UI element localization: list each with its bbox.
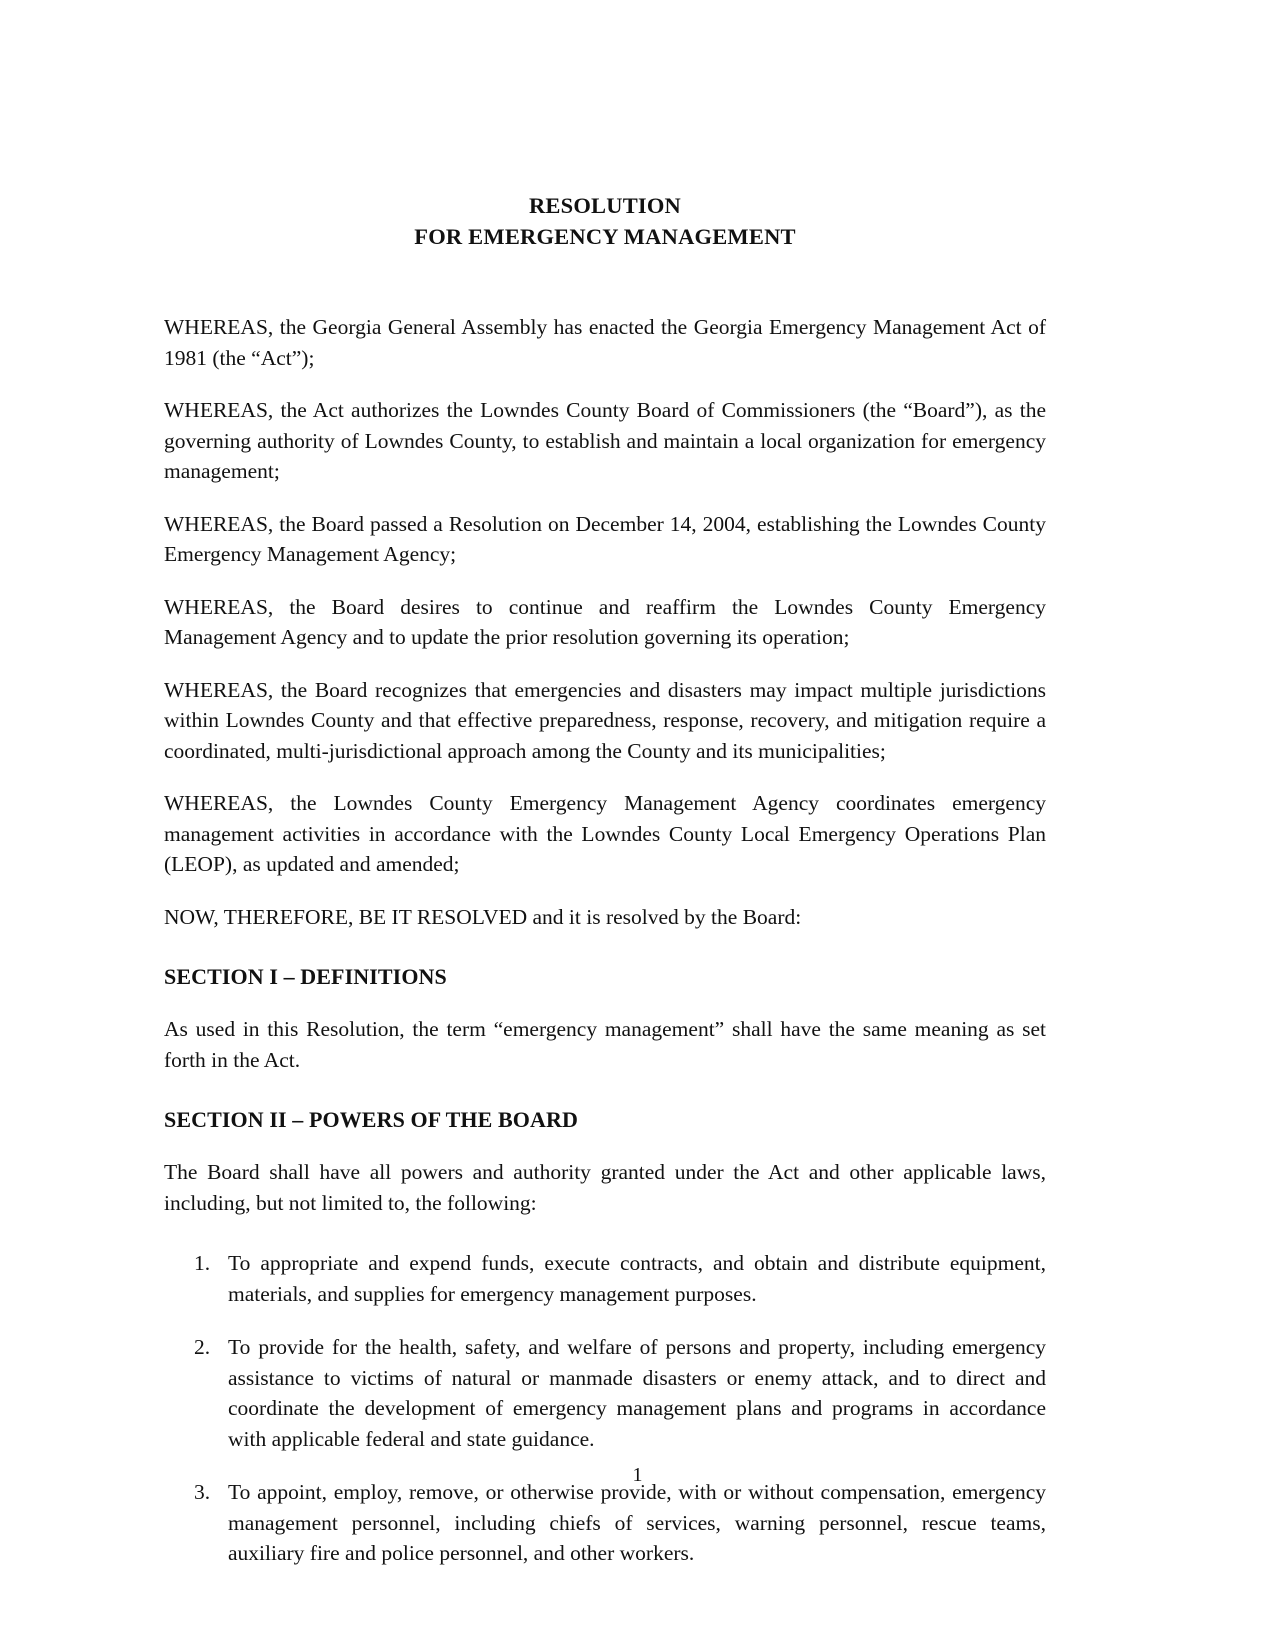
list-item-marker: 3. [194,1480,211,1504]
section-2-intro: The Board shall have all powers and authority granted under the Act and other applicable laws, including, but not limited to, the following: [164,1160,1046,1215]
document-title-line-2: FOR EMERGENCY MANAGEMENT [414,224,796,249]
whereas-clause-5: WHEREAS, the Board recognizes that emergencies and disasters may impact multiple jurisdictions within Lowndes County and that effective preparedness, response, recovery, and mitigation require a coordinated, multi-jurisdictional approach among the County and its municipalities; [164,677,1046,763]
whereas-clause-2: WHEREAS, the Act authorizes the Lowndes County Board of Commissioners (the “Board”), as the governing authority of Lowndes County, to establish and maintain a local organization for emergency management; [164,398,1046,483]
list-item-marker: 2. [194,1335,211,1359]
section-2-heading: SECTION II – POWERS OF THE BOARD [164,1107,578,1132]
list-item [164,1477,1046,1569]
whereas-clause-3: WHEREAS, the Board passed a Resolution on December 14, 2004, establishing the Lowndes County Emergency Management Agency; [164,511,1046,566]
list-item [164,1248,1046,1309]
whereas-clause-4: WHEREAS, the Board desires to continue and reaffirm the Lowndes County Emergency Management Agency and to update the prior resolution governing its operation; [164,594,1046,649]
document-title-line-1: RESOLUTION [528,193,682,218]
whereas-clause-6: WHEREAS, the Lowndes County Emergency Management Agency coordinates emergency management activities in accordance with the Lowndes County Local Emergency Operations Plan (LEOP), as updated and amended; [164,791,1046,876]
document-title [164,190,1046,252]
section-1-body: As used in this Resolution, the term “emergency management” shall have the same meaning as set forth in the Act. [164,1017,1046,1072]
list-item-text: To provide for the health, safety, and welfare of persons and property, including emergency assistance to victims of natural or manmade disasters or enemy attack, and to direct and coordinate the development of emergency management plans and programs in accordance with applicable federal and state guidance. [228,1335,1046,1451]
powers-list [164,1248,1046,1569]
section-1-heading: SECTION I – DEFINITIONS [164,964,447,989]
list-item-text: To appoint, employ, remove, or otherwise provide, with or without compensation, emergency management personnel, including chiefs of services, warning personnel, rescue teams, auxiliary fire and police personnel, and other workers. [228,1480,1046,1565]
list-item [164,1332,1046,1454]
document-body [164,190,1046,1592]
whereas-clause-1: WHEREAS, the Georgia General Assembly has enacted the Georgia Emergency Management Act of 1981 (the “Act”); [164,315,1046,370]
list-item-text: To appropriate and expend funds, execute contracts, and obtain and distribute equipment, materials, and supplies for emergency management purposes. [228,1251,1046,1306]
list-item-marker: 1. [194,1251,211,1275]
resolving-clause: NOW, THEREFORE, BE IT RESOLVED and it is resolved by the Board: [164,904,802,929]
page-number: 1 [632,1464,643,1486]
